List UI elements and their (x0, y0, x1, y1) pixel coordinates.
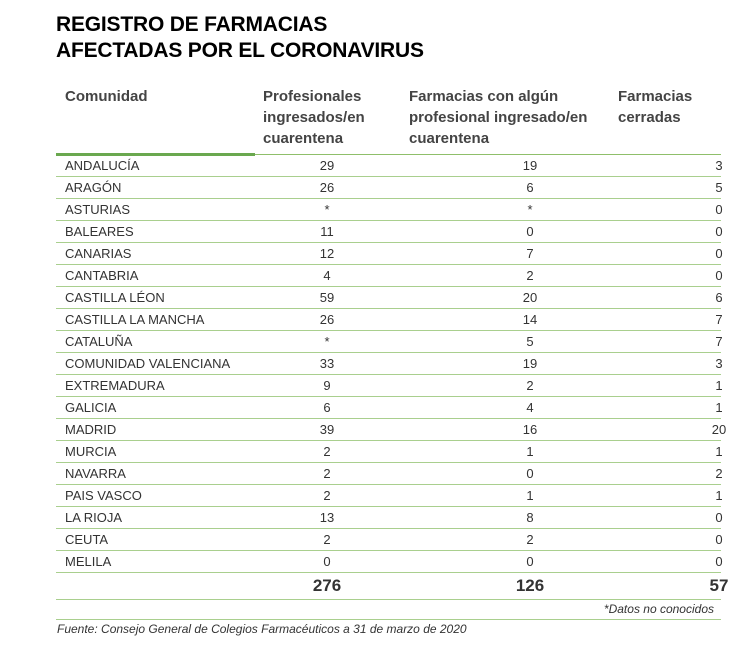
row-cerradas: 7 (715, 312, 723, 327)
row-profesionales: * (324, 334, 330, 349)
table-row (56, 287, 721, 309)
header-profesionales: Profesionales ingresados/en cuarentena (263, 88, 365, 147)
row-farmacias: 7 (526, 246, 534, 261)
row-cerradas: 1 (715, 378, 723, 393)
row-farmacias: 2 (526, 268, 534, 283)
header-comunidad: Comunidad (65, 88, 148, 105)
row-comunidad: PAIS VASCO (65, 488, 142, 503)
table-row (56, 243, 721, 265)
row-farmacias: 14 (522, 312, 538, 327)
row-profesionales: 2 (323, 488, 331, 503)
row-farmacias: 2 (526, 532, 534, 547)
row-farmacias: 5 (526, 334, 534, 349)
row-cerradas: 1 (715, 400, 723, 415)
row-comunidad: NAVARRA (65, 466, 126, 481)
total-profesionales: 276 (312, 576, 342, 595)
header-farmacias-cerradas: Farmacias cerradas (618, 88, 693, 126)
row-comunidad: EXTREMADURA (65, 378, 165, 393)
row-profesionales: 2 (323, 466, 331, 481)
row-profesionales: 26 (319, 180, 335, 195)
row-cerradas: 7 (715, 334, 723, 349)
table-row (56, 375, 721, 397)
row-comunidad: BALEARES (65, 224, 134, 239)
row-farmacias: 0 (526, 224, 534, 239)
row-cerradas: 1 (715, 488, 723, 503)
table-row (56, 353, 721, 375)
row-farmacias: 6 (526, 180, 534, 195)
row-cerradas: 3 (715, 158, 723, 173)
row-profesionales: 0 (323, 554, 331, 569)
row-cerradas: 0 (715, 268, 723, 283)
row-farmacias: 0 (526, 466, 534, 481)
row-profesionales: 29 (319, 158, 335, 173)
row-farmacias: 1 (526, 488, 534, 503)
row-cerradas: 5 (715, 180, 723, 195)
row-cerradas: 3 (715, 356, 723, 371)
totals-row (56, 573, 729, 600)
row-profesionales: 9 (323, 378, 331, 393)
row-cerradas: 6 (715, 290, 723, 305)
row-farmacias: 1 (526, 444, 534, 459)
row-farmacias: 4 (526, 400, 534, 415)
row-profesionales: 6 (323, 400, 331, 415)
row-profesionales: 59 (319, 290, 335, 305)
row-profesionales: 33 (319, 356, 335, 371)
table-row (56, 441, 721, 463)
table-row (56, 397, 721, 419)
source-credit: Fuente: Consejo General de Colegios Farmacéuticos a 31 de marzo de 2020 (57, 622, 467, 636)
row-cerradas: 0 (715, 510, 723, 525)
row-farmacias: 19 (522, 356, 538, 371)
table-header (56, 86, 721, 153)
header-farmacias-profesional: Farmacias con algún profesional ingresado/en cuarentena (409, 88, 588, 147)
page-title (56, 12, 424, 64)
row-cerradas: 2 (715, 466, 723, 481)
row-comunidad: ASTURIAS (65, 202, 131, 217)
row-comunidad: MADRID (65, 422, 117, 437)
row-cerradas: 0 (715, 532, 723, 547)
row-farmacias: 8 (526, 510, 534, 525)
row-comunidad: CEUTA (65, 532, 109, 547)
row-farmacias: 20 (522, 290, 538, 305)
table-row (56, 155, 721, 177)
row-farmacias: * (527, 202, 533, 217)
row-cerradas: 1 (715, 444, 723, 459)
row-profesionales: 4 (323, 268, 331, 283)
table-body (56, 155, 727, 573)
table-row (56, 419, 727, 441)
row-profesionales: 2 (323, 532, 331, 547)
row-farmacias: 2 (526, 378, 534, 393)
row-cerradas: 0 (715, 202, 723, 217)
row-profesionales: 39 (319, 422, 335, 437)
table-row (56, 485, 721, 507)
row-farmacias: 19 (522, 158, 538, 173)
row-profesionales: 11 (320, 224, 334, 239)
row-comunidad: LA RIOJA (65, 510, 123, 525)
row-comunidad: CASTILLA LÉON (65, 290, 165, 305)
row-farmacias: 16 (522, 422, 538, 437)
row-comunidad: CANARIAS (65, 246, 132, 261)
table-row (56, 507, 721, 529)
total-cerradas: 57 (709, 576, 729, 595)
row-comunidad: CATALUÑA (65, 334, 133, 349)
table-row (56, 265, 721, 287)
row-cerradas: 0 (715, 554, 723, 569)
footnote: *Datos no conocidos (603, 602, 714, 616)
table-row (56, 463, 721, 485)
table-row (56, 309, 721, 331)
row-profesionales: * (324, 202, 330, 217)
total-farmacias: 126 (515, 576, 545, 595)
row-cerradas: 0 (715, 224, 723, 239)
table-row (56, 199, 721, 221)
table-row (56, 529, 721, 551)
row-comunidad: CASTILLA LA MANCHA (65, 312, 205, 327)
row-comunidad: MURCIA (65, 444, 117, 459)
footer-divider (56, 619, 721, 620)
row-comunidad: ARAGÓN (65, 180, 122, 195)
table-row (56, 551, 721, 573)
row-profesionales: 2 (323, 444, 331, 459)
row-farmacias: 0 (526, 554, 534, 569)
table-row (56, 331, 721, 353)
table-row (56, 221, 721, 243)
row-profesionales: 12 (319, 246, 335, 261)
title-line-2: AFECTADAS POR EL CORONAVIRUS (56, 39, 424, 62)
row-profesionales: 13 (319, 510, 335, 525)
row-cerradas: 0 (715, 246, 723, 261)
row-comunidad: GALICIA (65, 400, 117, 415)
row-cerradas: 20 (711, 422, 727, 437)
table-row (56, 177, 721, 199)
row-profesionales: 26 (319, 312, 335, 327)
row-comunidad: MELILA (65, 554, 112, 569)
row-comunidad: COMUNIDAD VALENCIANA (65, 356, 231, 371)
row-comunidad: CANTABRIA (65, 268, 139, 283)
row-comunidad: ANDALUCÍA (65, 158, 140, 173)
title-line-1: REGISTRO DE FARMACIAS (56, 13, 328, 36)
